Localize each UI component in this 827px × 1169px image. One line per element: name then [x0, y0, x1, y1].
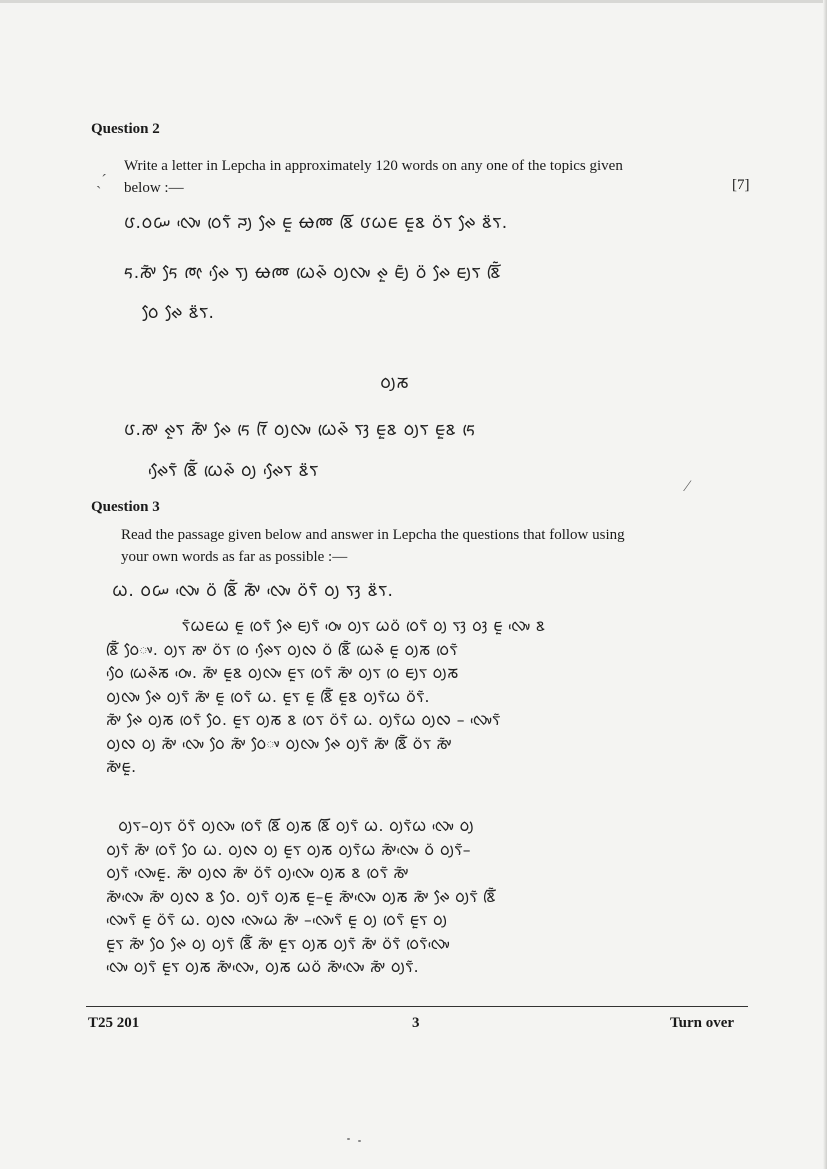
- passage-line: ᰓᰪᰜ ᰓᰪ ᰕᰤᰶ ᰜᰤᰵ ᰓᰧ ᰕᰤᰶ ᰓᰧᰤ ᰓᰪᰜᰤ ᰊᰧ ᰓᰪᰛᰶ ᰕᰤᰶ ᰣᰩᰶ ᰓᰮᰛ ᰕᰤᰶ: [106, 734, 452, 753]
- question-3-heading: Question 3: [91, 499, 160, 515]
- passage-line: ᰣᰩᰶ ᰓᰧᰤ. ᰓᰪᰛ ᰕᰤ ᰓᰮᰛ ᰓᰨ ᰊᰧᰵᰛ ᰓᰪᰜ ᰓᰮ ᰣᰩᰶ ᰃᰨᰊᰶ ᰀᰬ ᰓᰪᰕ ᰓᰨᰛᰶ: [106, 640, 458, 659]
- topic-1-line: ᰁ.ᰕᰤᰶ ᰁᰧ ᰈᰦ ᰊᰧᰵ ᰛᰪ ᰄᰢ ᰃᰨᰊᰶ ᰓᰪᰜᰤ ᰊᰬ ᰀᰪᰶ ᰓᰮ ᰊᰧ ᰀᰪᰛ ᰣᰩᰶ: [124, 263, 502, 283]
- passage-line: ᰓᰪᰜᰤ ᰊᰧ ᰓᰪᰛᰶ ᰕᰤᰶ ᰀᰬ ᰓᰨᰛᰶ ᰃ. ᰀᰬᰛ ᰀᰬ ᰣᰩᰶ ᰀᰬᰣ ᰓᰪᰛᰶᰃ ᰓᰮᰛᰶ.: [106, 687, 430, 706]
- question-3-instruction-line: your own words as far as possible :—: [121, 549, 348, 565]
- or-label: ᰓᰪᰕ: [380, 373, 410, 393]
- topic-1-line: ᰓᰧ ᰊᰧ ᰣᰮᰛ.: [142, 303, 215, 323]
- pencil-mark: ˎ´: [96, 172, 107, 189]
- passage-line: ᰓᰪᰛ–ᰓᰪᰛ ᰓᰮᰛᰶ ᰓᰪᰜᰤ ᰓᰨᰛᰶ ᰣᰩ ᰓᰪᰕ ᰣᰩ ᰓᰪᰛᰶ ᰃ. ᰓᰪᰛᰶᰃ ᰜᰤᰵ ᰓᰪ: [118, 817, 475, 835]
- question-3-instruction-line: Read the passage given below and answer in Lepcha the questions that follow using: [121, 527, 625, 543]
- paper-code: T25 201: [88, 1015, 140, 1031]
- passage-line: ᰀᰬᰛ ᰕᰤᰶ ᰓᰧ ᰊᰧ ᰓᰪ ᰓᰪᰛᰶ ᰣᰩᰶ ᰕᰤᰶ ᰀᰬᰛ ᰓᰪᰕ ᰓᰪᰛᰶ ᰕᰤᰶ ᰓᰮᰛᰶ ᰓᰨᰛᰶᰜᰤᰵ: [106, 934, 451, 953]
- question-2-lepcha-instruction: ᰂ.ᰓᰠ ᰜᰤᰵ ᰓᰨᰛᰶ ᰎᰪ ᰊᰧ ᰀᰬ ᰄᰢ ᰣᰩ ᰂᰃᰀ ᰀᰬᰣ ᰓᰮᰛ ᰊᰧ ᰣᰮᰛ.: [124, 213, 508, 233]
- question-2-heading: Question 2: [91, 121, 160, 137]
- question-2-instruction: [124, 155, 724, 199]
- page-number: 3: [412, 1015, 420, 1031]
- scan-speck: [358, 1140, 361, 1142]
- passage-line: ᰓᰪᰛᰶ ᰕᰤᰶ ᰓᰨᰛᰶ ᰓᰧ ᰃ. ᰓᰪᰜ ᰓᰪ ᰀᰬᰛ ᰓᰪᰕ ᰓᰪᰛᰶᰃ ᰕᰤᰶᰜᰤᰵ ᰓᰮ ᰓᰪᰛᰶ–: [106, 840, 471, 859]
- page-shadow: [823, 0, 827, 1169]
- question-3-instruction: [121, 524, 731, 568]
- question-2-instruction-line: Write a letter in Lepcha in approximately 120 words on any one of the topics given: [124, 158, 623, 174]
- question-2-marks: [7]: [732, 177, 750, 193]
- passage-line: ᰕᰤᰶ ᰊᰧ ᰓᰪᰕ ᰓᰨᰛᰶ ᰓᰧ. ᰀᰬᰛ ᰓᰪᰕ ᰣ ᰓᰨᰛ ᰓᰮᰛᰶ ᰃ. ᰓᰪᰛᰶᰃ ᰓᰪᰜ – ᰜᰤᰵᰛᰶ: [106, 711, 501, 729]
- passage-line: ᰕᰤᰶᰜᰤᰵ ᰕᰤᰶ ᰓᰪᰜ ᰣ ᰓᰧ. ᰓᰪᰛᰶ ᰓᰪᰕ ᰀᰬ–ᰀᰬ ᰕᰤᰶᰜᰤᰵ ᰓᰪᰕ ᰕᰤᰶ ᰊᰧ ᰓᰪᰛᰶ ᰣᰩᰶ: [106, 887, 496, 906]
- turn-over: Turn over: [670, 1015, 735, 1031]
- passage-line: ᰓᰧᰵ ᰃᰨᰊᰶᰕ ᰓᰤᰵ. ᰕᰤᰶ ᰀᰬᰣ ᰓᰪᰜᰤ ᰀᰬᰛ ᰓᰨᰛᰶ ᰕᰤᰶ ᰓᰪᰛ ᰓᰨ ᰀᰪᰛ ᰓᰪᰕ: [106, 664, 459, 682]
- topic-2-line: ᰊᰧᰵᰛᰶ ᰣᰩᰶ ᰃᰨᰊᰶ ᰓᰪ ᰊᰧᰵᰛ ᰣᰮᰛ: [148, 461, 319, 481]
- pencil-mark: ⁄: [686, 478, 689, 495]
- topic-2-line: ᰂ.ᰕᰤ ᰊᰬᰛ ᰕᰤᰶ ᰊᰧ ᰁᰨ ᰅᰩ ᰓᰪᰜᰤ ᰃᰨᰊᰶ ᰛᰫ ᰀᰬᰣ ᰓᰪᰛ ᰀᰬᰣ ᰁᰨ: [124, 420, 476, 440]
- passage-line: ᰓᰪᰛᰶ ᰜᰤᰵᰀᰬ. ᰕᰤᰶ ᰓᰪᰜ ᰕᰤᰶ ᰓᰮᰛᰶ ᰓᰪᰜᰤᰵ ᰓᰪᰕ ᰣ ᰓᰨᰛᰶ ᰕᰤᰶ: [106, 864, 409, 882]
- scan-speck: [347, 1138, 350, 1140]
- passage-paragraph-2: [106, 815, 726, 980]
- passage-line: ᰛᰶᰃᰀᰃ ᰀᰬ ᰓᰨᰛᰶ ᰊᰧ ᰀᰪᰛᰶ ᰓᰤᰵ ᰓᰪᰛ ᰃᰓᰮ ᰓᰨᰛᰶ ᰓᰪ ᰛᰫ ᰓᰫ ᰀᰬ ᰜᰤᰵ ᰣ: [182, 617, 546, 635]
- passage-line: ᰜᰤᰵᰛᰶ ᰀᰬ ᰓᰮᰛᰶ ᰃ. ᰓᰪᰜ ᰜᰤᰵᰃ ᰕᰤᰶ –ᰜᰤᰵᰛᰶ ᰀᰬ ᰓᰪ ᰓᰨᰛᰶ ᰀᰬᰛ ᰓᰪ: [106, 911, 448, 929]
- passage-paragraph-1: [106, 615, 726, 780]
- question-3-lepcha-instruction: ᰃ. ᰓᰠ ᰜᰤᰵ ᰓᰮ ᰣᰩᰶ ᰕᰤᰶ ᰜᰤᰵ ᰓᰮᰛᰶ ᰓᰪ ᰛᰫ ᰣᰮᰛ.: [112, 581, 394, 601]
- page-edge: [0, 0, 827, 3]
- footer-rule: [86, 1006, 748, 1007]
- question-2-instruction-line: below :—: [124, 180, 184, 196]
- passage-line: ᰕᰤᰶᰀᰬ.: [106, 758, 137, 776]
- passage-line: ᰜᰤᰵ ᰓᰪᰛᰶ ᰀᰬᰛ ᰓᰪᰕ ᰕᰤᰶᰜᰤᰵ, ᰓᰪᰕ ᰃᰓᰮ ᰕᰤᰶᰜᰤᰵ ᰕᰤᰶ ᰓᰪᰛᰶ.: [106, 958, 419, 976]
